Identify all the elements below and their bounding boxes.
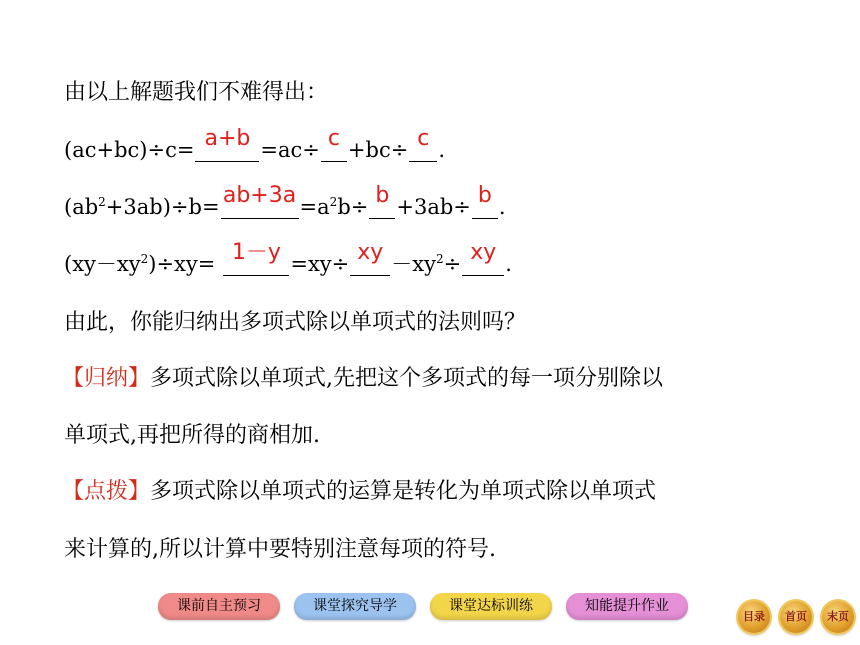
eq1-mid-2: +bc÷: [347, 138, 409, 162]
summary-line-2: 单项式,再把所得的商相加.: [64, 423, 320, 448]
eq3-blank-3: [462, 240, 504, 276]
nav-preview-button[interactable]: 课前自主预习: [158, 593, 280, 620]
eq3-end: .: [505, 252, 512, 276]
tip-line-2: 来计算的,所以计算中要特别注意每项的符号.: [64, 537, 496, 562]
eq3-lhs-b: )÷xy=: [148, 252, 216, 276]
summary-text-1: 多项式除以单项式,先把这个多项式的每一项分别除以: [150, 366, 664, 391]
eq3-mid-2a: －xy: [391, 252, 436, 276]
last-page-button[interactable]: 末页: [822, 601, 854, 633]
intro-text: 由以上解题我们不难得出：: [64, 80, 329, 105]
summary-line-1: [62, 368, 663, 390]
eq2-mid-1a: =a: [299, 195, 330, 219]
tip-text-1: 多项式除以单项式的运算是转化为单项式除以单项式: [150, 479, 657, 504]
contents-button[interactable]: 目录: [738, 601, 770, 633]
eq3-blank-2: [350, 240, 390, 276]
eq3-answer-2: xy: [357, 240, 384, 265]
eq2-answer-1: ab+3a: [222, 183, 297, 208]
tip-tag: 【点拨】: [62, 479, 151, 504]
first-page-button[interactable]: 首页: [780, 601, 812, 633]
summary-tag: 【归纳】: [62, 366, 151, 391]
eq3-lhs-a: (xy－xy: [64, 252, 141, 276]
equation-1: [64, 126, 445, 162]
eq2-mid-2: +3ab÷: [396, 195, 471, 219]
eq1-blank-1: [195, 126, 259, 162]
eq1-end: .: [438, 138, 445, 162]
eq1-answer-2: c: [327, 126, 340, 151]
equation-3: [64, 240, 512, 276]
eq3-lhs-sup: 2: [140, 252, 149, 266]
eq1-mid-1: =ac÷: [260, 138, 320, 162]
eq2-mid-1b: b÷: [337, 195, 369, 219]
eq2-lhs-a: (ab: [64, 195, 99, 219]
eq1-answer-1: a+b: [204, 126, 251, 151]
eq1-blank-2: [321, 126, 347, 162]
eq2-mid-1sup: 2: [329, 195, 338, 209]
eq1-answer-3: c: [417, 126, 430, 151]
eq2-blank-3: [472, 183, 498, 219]
eq2-blank-1: [221, 183, 299, 219]
eq2-answer-3: b: [477, 183, 492, 208]
eq2-lhs-b: +3ab)÷b=: [105, 195, 220, 219]
question-text: 由此，你能归纳出多项式除以单项式的法则吗？: [64, 310, 527, 335]
eq2-answer-2: b: [375, 183, 390, 208]
eq1-lhs: (ac+bc)÷c=: [64, 138, 195, 162]
nav-practice-button[interactable]: 课堂达标训练: [430, 593, 552, 620]
eq3-mid-2b: ÷: [443, 252, 462, 276]
eq2-blank-2: [369, 183, 395, 219]
eq3-answer-3: xy: [470, 240, 497, 265]
eq2-end: .: [498, 195, 506, 219]
tip-line-1: [62, 481, 656, 503]
equation-2: [64, 183, 506, 219]
eq3-mid-1: =xy÷: [290, 252, 350, 276]
nav-explore-button[interactable]: 课堂探究导学: [294, 593, 416, 620]
eq3-mid-2sup: 2: [435, 252, 444, 266]
eq3-blank-1: [223, 240, 289, 276]
nav-homework-button[interactable]: 知能提升作业: [566, 593, 688, 620]
eq2-lhs-sup: 2: [98, 195, 106, 209]
eq3-answer-1: 1－y: [231, 240, 281, 265]
eq1-blank-3: [409, 126, 437, 162]
